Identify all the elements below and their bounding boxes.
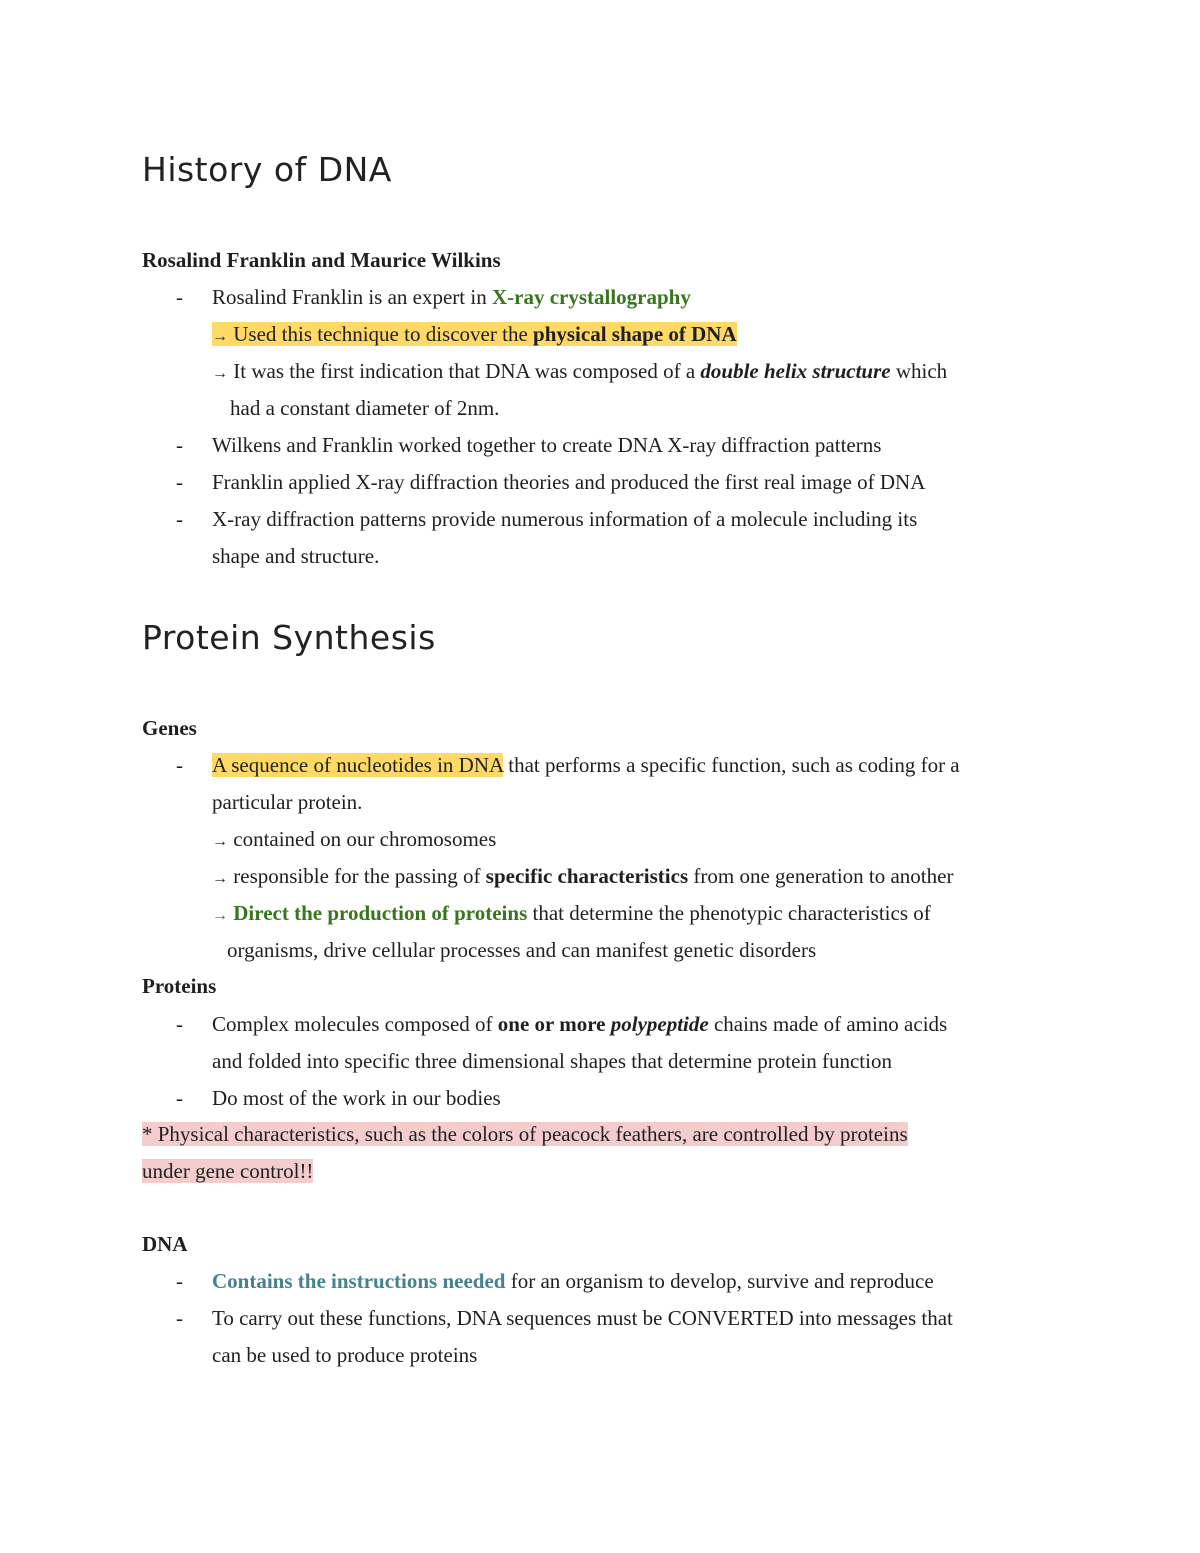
pink-highlight-text: * Physical characteristics, such as the colors of peacock feathers, are controlled by proteins xyxy=(142,1122,908,1146)
bullet-text: Rosalind Franklin is an expert in xyxy=(212,285,492,309)
bullet-diffraction-info: X-ray diffraction patterns provide numerous information of a molecule including its xyxy=(212,507,918,531)
arrow-item-technique xyxy=(212,322,737,347)
bold-text: specific characteristics xyxy=(485,864,689,888)
arrow-icon: → xyxy=(212,328,228,345)
bold-text: one or more xyxy=(497,1012,611,1036)
bullet-text-post: for an organism to develop, survive and reproduce xyxy=(505,1269,934,1293)
bullet-diffraction-info-cont: shape and structure. xyxy=(212,544,380,568)
bullet-dash: - xyxy=(176,753,183,777)
arrow-icon: → xyxy=(212,833,228,850)
bold-text: physical shape of DNA xyxy=(533,322,737,346)
pink-highlight-text: under gene control!! xyxy=(142,1159,314,1183)
bullet-dash: - xyxy=(176,1306,183,1330)
teal-emphasis: Contains the instructions needed xyxy=(212,1269,506,1293)
arrow-item-protein-production-cont: organisms, drive cellular processes and can manifest genetic disorders xyxy=(227,938,817,962)
section-title-protein-synthesis: Protein Synthesis xyxy=(142,618,436,657)
bullet-first-image: Franklin applied X-ray diffraction theories and produced the first real image of DNA xyxy=(212,470,926,494)
note-line-1 xyxy=(142,1122,908,1147)
highlighted-text: A sequence of nucleotides in DNA xyxy=(212,753,504,777)
subheading-proteins: Proteins xyxy=(142,974,217,998)
highlight-text-part: Used this technique to discover the xyxy=(233,322,534,346)
arrow-item-double-helix xyxy=(212,359,947,384)
subheading-genes: Genes xyxy=(142,716,197,740)
bold-italic-text: double helix structure xyxy=(700,359,891,383)
item-text: It was the first indication that DNA was composed of a xyxy=(233,359,701,383)
bullet-text: Complex molecules composed of xyxy=(212,1012,498,1036)
arrow-icon: → xyxy=(212,870,228,887)
bullet-dash: - xyxy=(176,1086,183,1110)
arrow-item-characteristics xyxy=(212,864,953,889)
bullet-text-post: that performs a specific function, such as coding for a xyxy=(503,753,960,777)
bullet-gene-definition xyxy=(212,753,960,778)
bullet-work-in-bodies: Do most of the work in our bodies xyxy=(212,1086,501,1110)
arrow-item-chromosomes xyxy=(212,827,496,852)
item-text-post: which xyxy=(890,359,948,383)
item-text: contained on our chromosomes xyxy=(233,827,497,851)
bullet-dash: - xyxy=(176,470,183,494)
bold-italic-text: polypeptide xyxy=(610,1012,709,1036)
bullet-complex-molecules-cont: and folded into specific three dimensional shapes that determine protein function xyxy=(212,1049,892,1073)
bullet-worked-together: Wilkens and Franklin worked together to create DNA X-ray diffraction patterns xyxy=(212,433,882,457)
subheading-franklin-wilkins: Rosalind Franklin and Maurice Wilkins xyxy=(142,248,501,272)
bullet-text-post: chains made of amino acids xyxy=(708,1012,948,1036)
bullet-dash: - xyxy=(176,1012,183,1036)
bullet-complex-molecules xyxy=(212,1012,947,1037)
note-line-2 xyxy=(142,1159,313,1184)
highlighted-text xyxy=(212,322,737,346)
arrow-item-protein-production xyxy=(212,901,931,926)
green-emphasis: X-ray crystallography xyxy=(491,285,691,309)
bullet-dash: - xyxy=(176,1269,183,1293)
bullet-converted-cont: can be used to produce proteins xyxy=(212,1343,478,1367)
bullet-dash: - xyxy=(176,433,183,457)
bullet-dash: - xyxy=(176,507,183,531)
arrow-icon: → xyxy=(212,365,228,382)
bullet-franklin-expert xyxy=(212,285,691,310)
item-text-post: that determine the phenotypic characteristics of xyxy=(527,901,931,925)
arrow-item-continuation: had a constant diameter of 2nm. xyxy=(230,396,500,420)
arrow-icon: → xyxy=(212,907,228,924)
item-text-post: from one generation to another xyxy=(688,864,954,888)
section-title-history-of-dna: History of DNA xyxy=(142,150,392,189)
green-emphasis: Direct the production of proteins xyxy=(233,901,528,925)
bullet-dash: - xyxy=(176,285,183,309)
bullet-contains-instructions xyxy=(212,1269,934,1294)
item-text: responsible for the passing of xyxy=(233,864,486,888)
subheading-dna: DNA xyxy=(142,1232,188,1256)
bullet-gene-definition-cont: particular protein. xyxy=(212,790,363,814)
bullet-converted: To carry out these functions, DNA sequences must be CONVERTED into messages that xyxy=(212,1306,953,1330)
